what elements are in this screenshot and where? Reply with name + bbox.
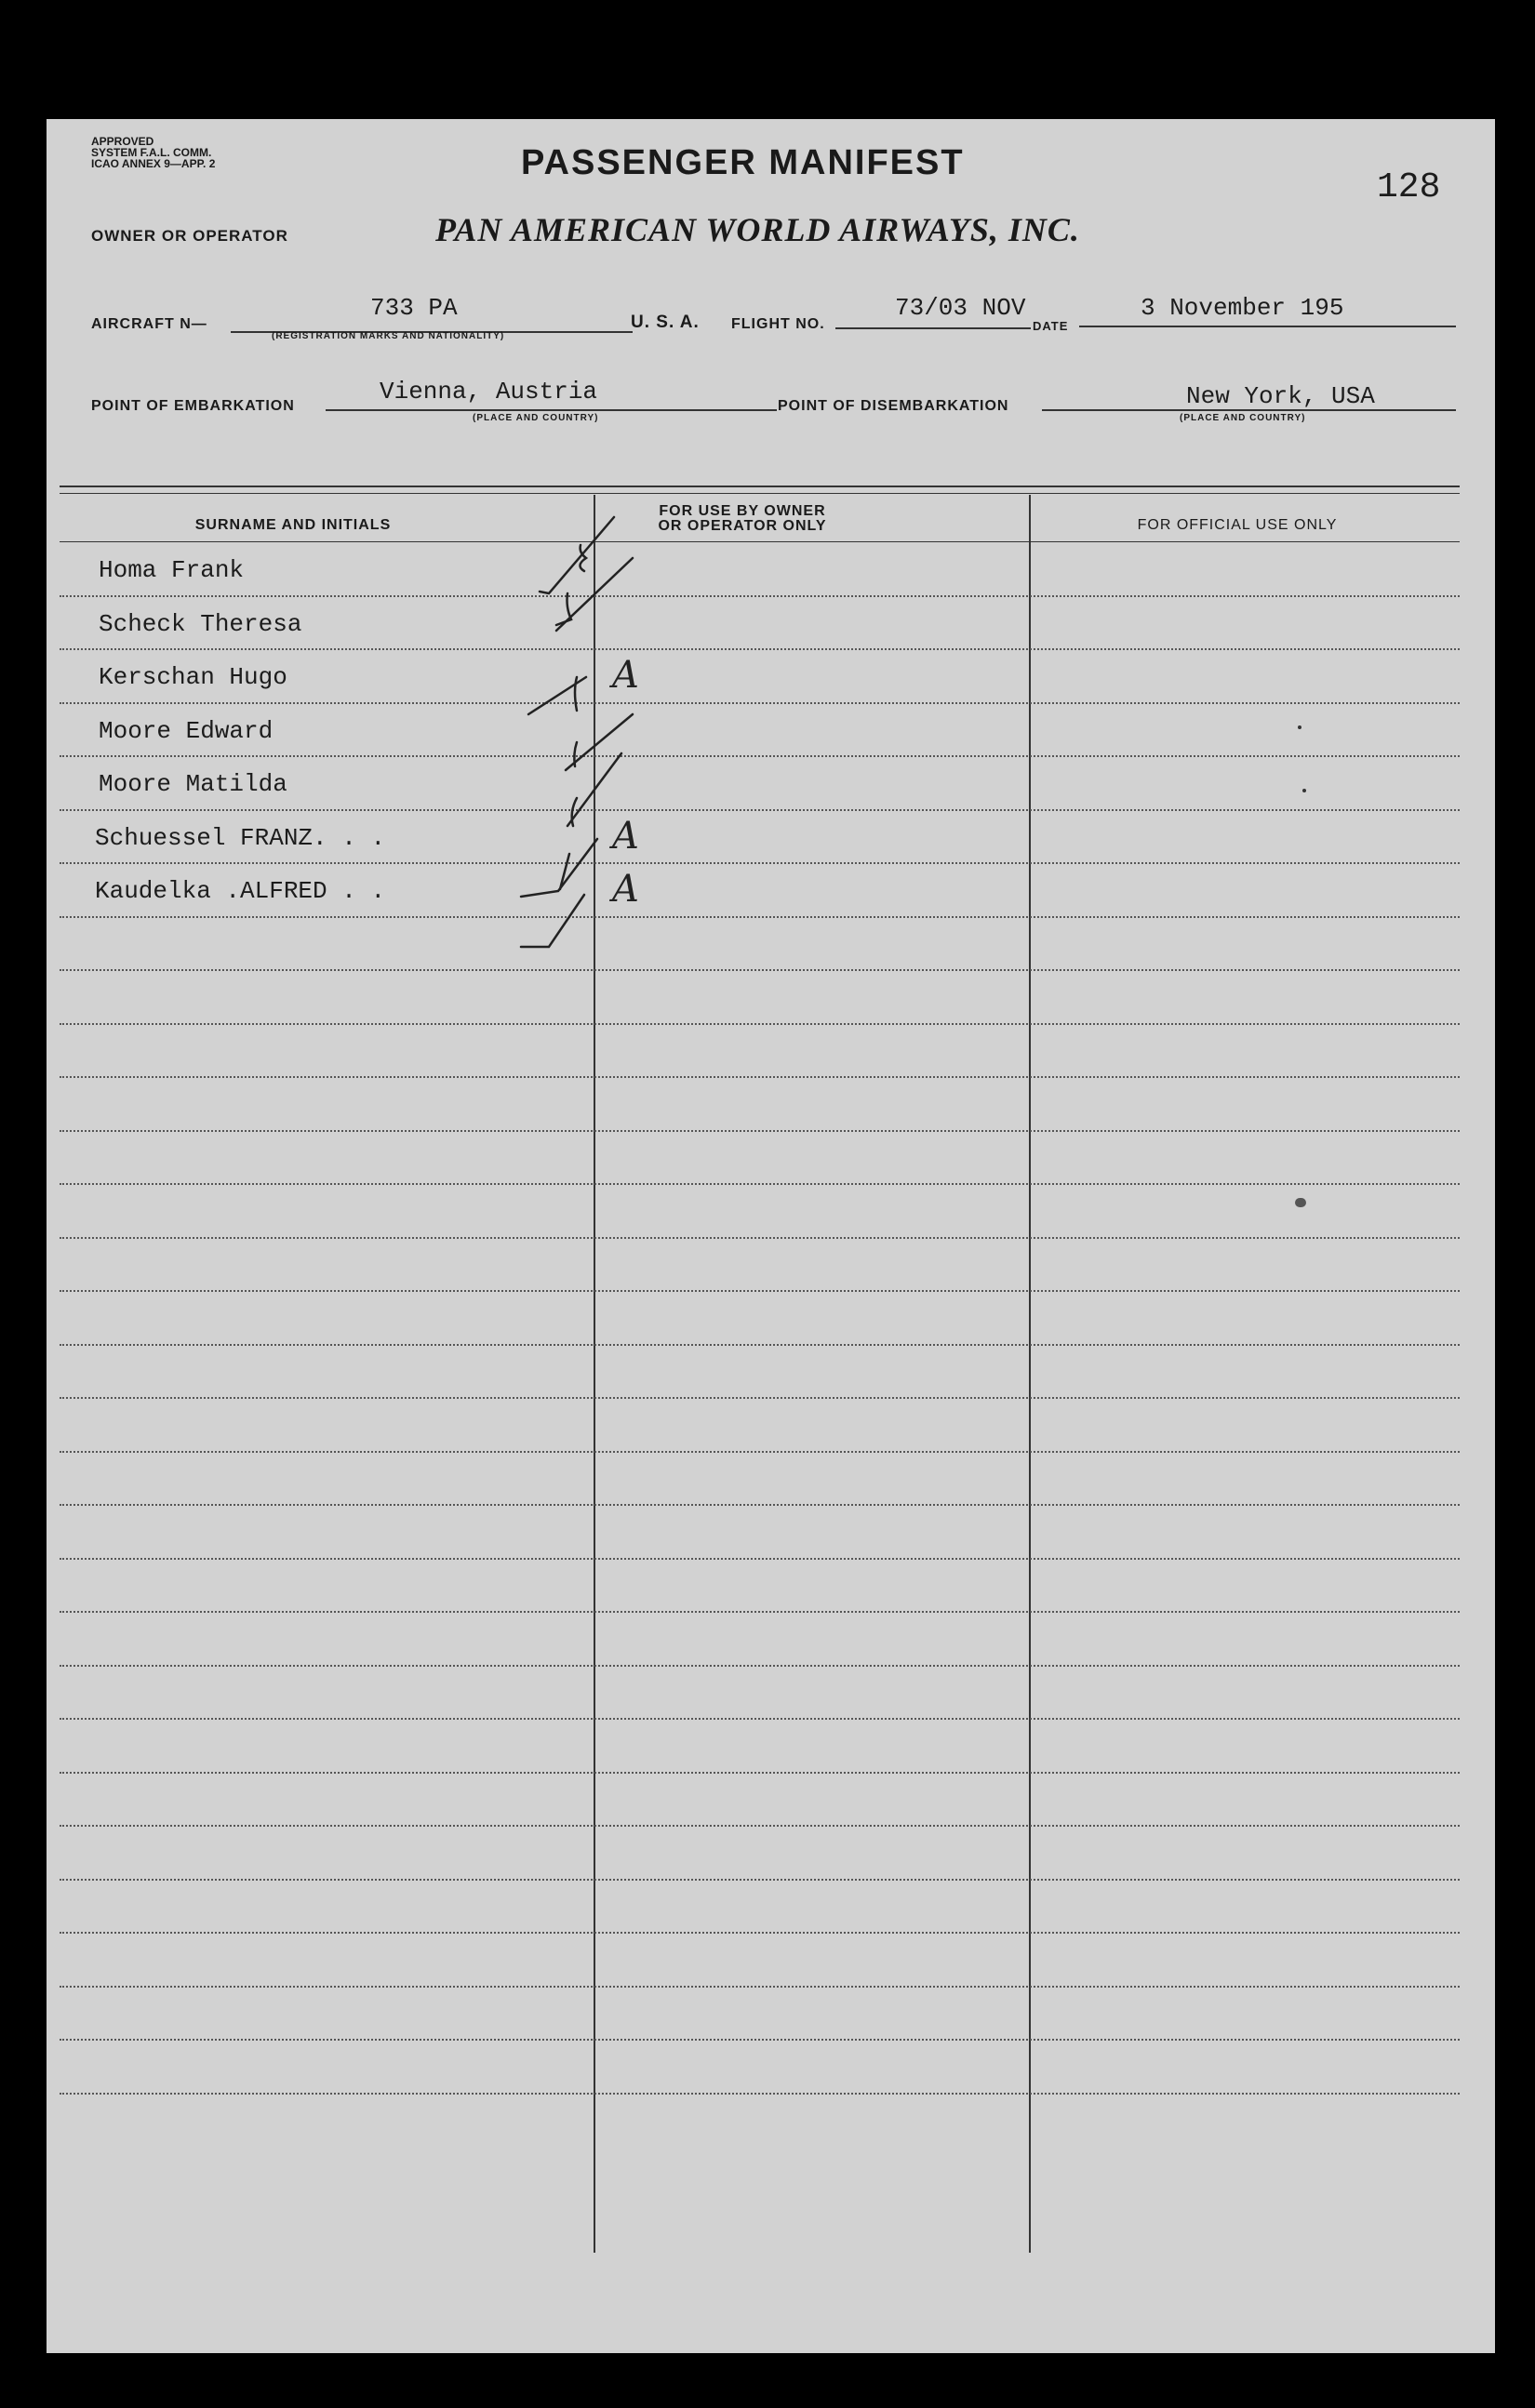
column-header-official-use: FOR OFFICIAL USE ONLY xyxy=(1137,517,1338,533)
date-label: DATE xyxy=(1033,319,1069,333)
passenger-name: Moore Matilda xyxy=(99,770,287,798)
aircraft-sublabel: (REGISTRATION MARKS AND NATIONALITY) xyxy=(272,331,505,341)
table-row-rule xyxy=(60,1183,1460,1185)
table-row xyxy=(47,554,1495,595)
flight-underline xyxy=(835,327,1031,329)
embarkation-label: POINT OF EMBARKATION xyxy=(91,398,295,414)
column-header-owner-line: OR OPERATOR ONLY xyxy=(658,518,827,534)
aircraft-label: AIRCRAFT N— xyxy=(91,316,207,332)
table-row-rule xyxy=(60,2039,1460,2041)
ink-dot xyxy=(1298,725,1301,729)
manifest-sheet xyxy=(47,119,1495,2353)
table-row-rule xyxy=(60,1076,1460,1078)
table-row-rule xyxy=(60,1558,1460,1560)
check-mark xyxy=(540,517,614,593)
ink-dot xyxy=(1302,789,1306,792)
table-row-rule xyxy=(60,1986,1460,1988)
aircraft-registration: 733 PA xyxy=(370,294,458,322)
approval-line: SYSTEM F.A.L. COMM. xyxy=(91,146,212,159)
embarkation-place: Vienna, Austria xyxy=(380,378,598,406)
table-top-rule-inner xyxy=(60,493,1460,494)
table-row xyxy=(47,768,1495,809)
table-row-rule xyxy=(60,1504,1460,1506)
table-row xyxy=(47,868,1495,916)
table-row xyxy=(47,815,1495,863)
page-number: 128 xyxy=(1377,167,1441,207)
date-underline xyxy=(1079,326,1456,327)
table-row-rule xyxy=(60,1237,1460,1239)
owner-mark: A xyxy=(612,815,639,858)
table-row-rule xyxy=(60,1344,1460,1346)
owner-mark: A xyxy=(612,654,639,697)
column-header-owner-line: FOR USE BY OWNER xyxy=(659,503,826,519)
passenger-name: Scheck Theresa xyxy=(99,610,302,638)
check-mark xyxy=(521,895,584,947)
page-title: PASSENGER MANIFEST xyxy=(521,143,965,182)
approval-line: ICAO ANNEX 9—APP. 2 xyxy=(91,157,216,170)
table-row-rule xyxy=(60,1451,1460,1453)
table-top-rule xyxy=(60,486,1460,487)
disembarkation-sublabel: (PLACE AND COUNTRY) xyxy=(1180,413,1306,423)
table-row-rule xyxy=(60,702,1460,704)
table-row-rule xyxy=(60,1718,1460,1720)
table-row-rule xyxy=(60,1879,1460,1881)
disembarkation-label: POINT OF DISEMBARKATION xyxy=(778,398,1009,414)
owner-mark: A xyxy=(612,868,639,911)
airline-name: PAN AMERICAN WORLD AIRWAYS, INC. xyxy=(435,211,1080,248)
column-divider-right xyxy=(1029,495,1031,2253)
usa-label: U. S. A. xyxy=(631,313,700,332)
table-row-rule xyxy=(60,1932,1460,1934)
disembarkation-underline xyxy=(1042,409,1456,411)
table-row-rule xyxy=(60,2093,1460,2095)
embarkation-underline xyxy=(326,409,777,411)
approval-line: APPROVED xyxy=(91,135,154,148)
table-row-rule xyxy=(60,1772,1460,1774)
table-row-rule xyxy=(60,809,1460,811)
flight-date: 3 November 195 xyxy=(1141,294,1344,322)
passenger-name: Kerschan Hugo xyxy=(99,663,287,691)
table-row-rule xyxy=(60,1611,1460,1613)
table-row-rule xyxy=(60,969,1460,971)
embarkation-sublabel: (PLACE AND COUNTRY) xyxy=(473,413,599,423)
table-row-rule xyxy=(60,1290,1460,1292)
table-row-rule xyxy=(60,916,1460,918)
header-rule xyxy=(60,541,1460,542)
ink-smudge xyxy=(1295,1198,1306,1207)
table-row-rule xyxy=(60,1023,1460,1025)
approval-stamp xyxy=(91,136,215,169)
table-row-rule xyxy=(60,1130,1460,1132)
table-row-rule xyxy=(60,1397,1460,1399)
flight-number: 73/03 NOV xyxy=(895,294,1026,322)
table-row xyxy=(47,715,1495,756)
passenger-name: Homa Frank xyxy=(99,556,245,584)
passenger-name: Moore Edward xyxy=(99,717,274,745)
table-row xyxy=(47,654,1495,702)
table-row-rule xyxy=(60,1825,1460,1827)
owner-label: OWNER OR OPERATOR xyxy=(91,227,288,245)
table-row-rule xyxy=(60,595,1460,597)
table-row xyxy=(47,608,1495,649)
table-row-rule xyxy=(60,1665,1460,1667)
column-header-surname: SURNAME AND INITIALS xyxy=(194,517,392,533)
flight-label: FLIGHT NO. xyxy=(731,316,825,332)
passenger-name: Kaudelka .ALFRED . . xyxy=(95,877,386,905)
check-mark xyxy=(521,839,597,897)
disembarkation-place: New York, USA xyxy=(1186,382,1375,410)
handwritten-check-marks xyxy=(512,491,735,1049)
passenger-name: Schuessel FRANZ. . . xyxy=(95,824,386,852)
